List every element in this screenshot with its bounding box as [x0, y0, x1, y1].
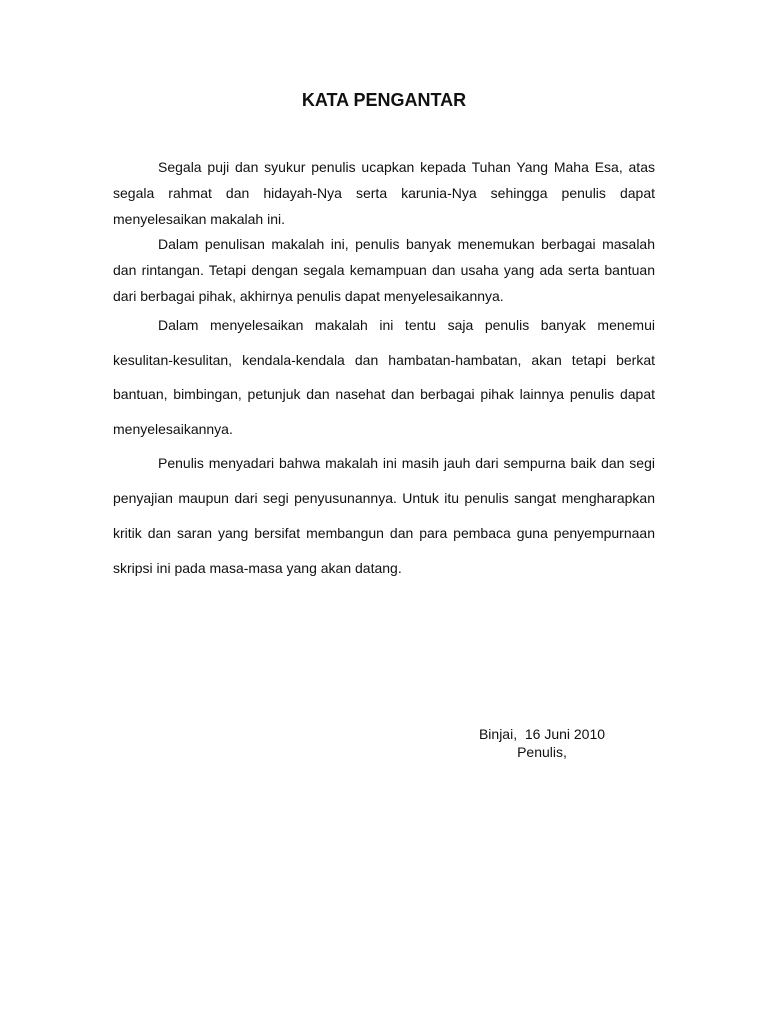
signature-place-date: Binjai, 16 Juni 2010 — [478, 726, 606, 742]
signature-block — [474, 725, 610, 761]
document-title: KATA PENGANTAR — [301, 90, 467, 110]
paragraph-1: Segala puji dan syukur penulis ucapkan kepada Tuhan Yang Maha Esa, atas segala rahmat dan hidayah-Nya serta karunia-Nya sehingga penulis dapat menyelesaikan makalah ini. — [113, 159, 655, 227]
paragraph-2: Dalam penulisan makalah ini, penulis banyak menemukan berbagai masalah dan rintangan. Tetapi dengan segala kemampuan dan usaha yang ada serta bantuan dari berbagai pihak, akhirnya penulis dapat menyelesaikannya. — [113, 236, 655, 304]
paragraph-3: Dalam menyelesaikan makalah ini tentu saja penulis banyak menemui kesulitan-kesulitan, kendala-kendala dan hambatan-hambatan, akan tetapi berkat bantuan, bimbingan, petunjuk dan nasehat dan berbagai pihak lainnya penulis dapat menyelesaikannya. — [113, 317, 655, 437]
paragraph-4: Penulis menyadari bahwa makalah ini masih jauh dari sempurna baik dan segi penyajian maupun dari segi penyusunannya. Untuk itu penulis sangat mengharapkan kritik dan saran yang bersifat membangun dan para pembaca guna penyempurnaan skripsi ini pada masa-masa yang akan datang. — [113, 455, 655, 576]
signature-author: Penulis, — [517, 744, 567, 760]
